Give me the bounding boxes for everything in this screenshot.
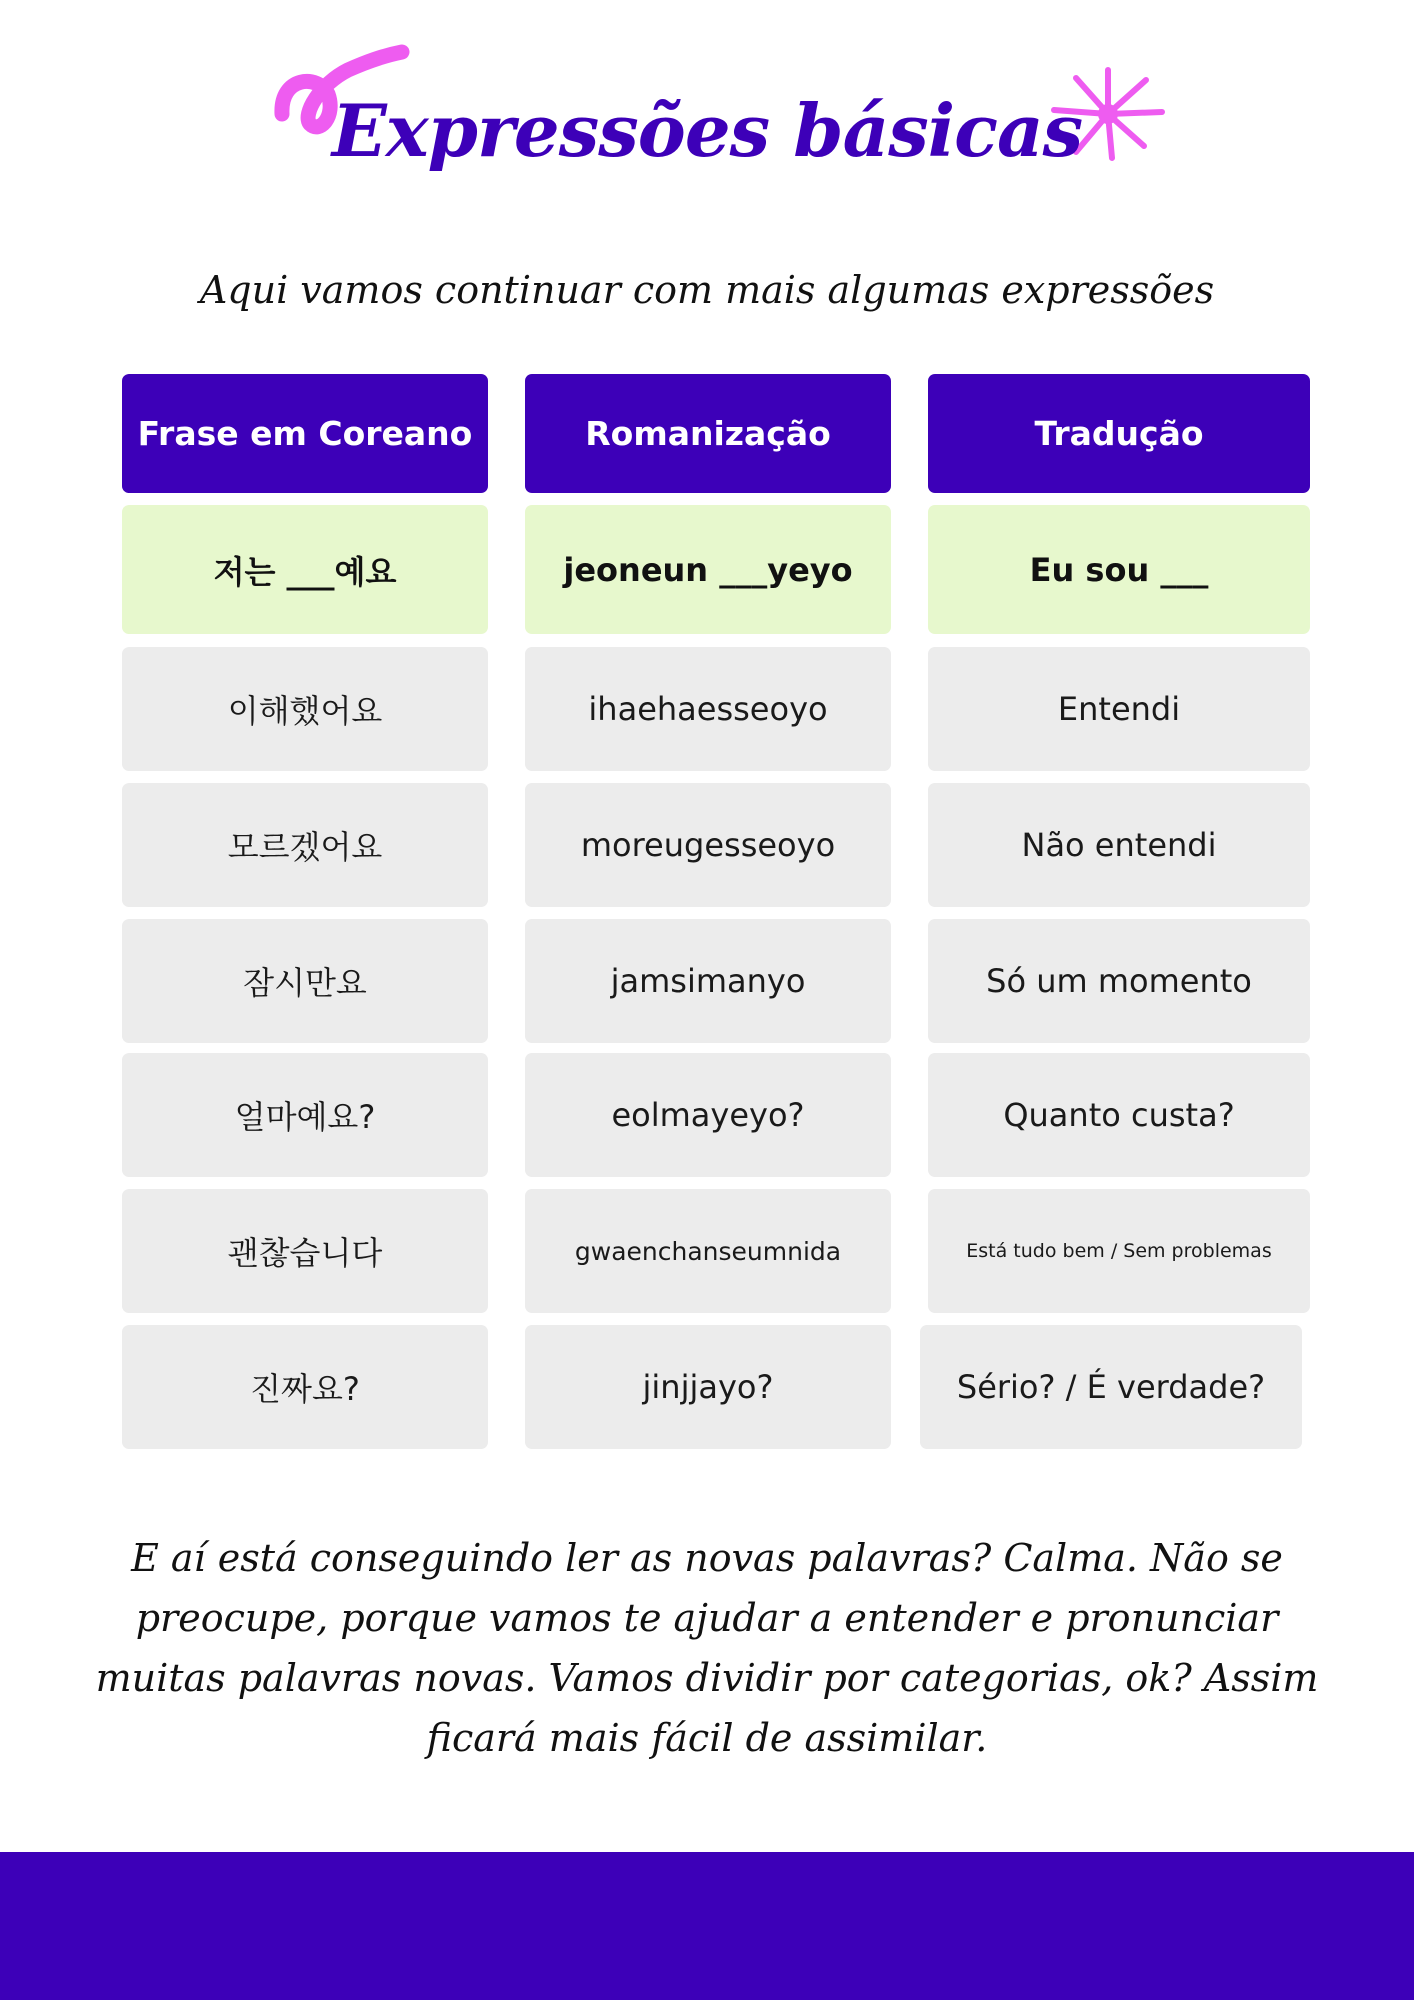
closing-paragraph: E aí está conseguindo ler as novas palavras? Calma. Não se preocupe, porque vamos te ajudar a entender e pronunciar muitas palavras novas. Vamos dividir por categorias, ok? Assim ficará mais fácil de assimilar.: [95, 1536, 1319, 1760]
korean-cell: 괜찮습니다: [122, 1189, 488, 1313]
korean-cell: 진짜요?: [122, 1325, 488, 1449]
translation-cell: Só um momento: [928, 919, 1310, 1043]
translation-cell: Está tudo bem / Sem problemas: [928, 1189, 1310, 1313]
translation-cell: Entendi: [928, 647, 1310, 771]
example-korean-cell: 저는 ___예요: [122, 505, 488, 634]
header-romanization: Romanização: [525, 374, 891, 493]
romanization-cell: eolmayeyo?: [525, 1053, 891, 1177]
romanization-cell: ihaehaesseoyo: [525, 647, 891, 771]
footer-bar: [0, 1852, 1414, 2000]
korean-cell: 모르겠어요: [122, 783, 488, 907]
romanization-cell: moreugesseoyo: [525, 783, 891, 907]
example-romanization-cell: jeoneun ___yeyo: [525, 505, 891, 634]
example-translation-cell: Eu sou ___: [928, 505, 1310, 634]
korean-cell: 얼마예요?: [122, 1053, 488, 1177]
translation-cell: Sério? / É verdade?: [920, 1325, 1302, 1449]
romanization-cell: jinjjayo?: [525, 1325, 891, 1449]
translation-cell: Quanto custa?: [928, 1053, 1310, 1177]
korean-cell: 이해했어요: [122, 647, 488, 771]
page-subtitle: Aqui vamos continuar com mais algumas expressões: [199, 268, 1215, 312]
page-title: Expressões básicas: [331, 88, 1083, 173]
header-translation: Tradução: [928, 374, 1310, 493]
romanization-cell: jamsimanyo: [525, 919, 891, 1043]
korean-cell: 잠시만요: [122, 919, 488, 1043]
romanization-cell: gwaenchanseumnida: [525, 1189, 891, 1313]
header-korean-phrase: Frase em Coreano: [122, 374, 488, 493]
translation-cell: Não entendi: [928, 783, 1310, 907]
